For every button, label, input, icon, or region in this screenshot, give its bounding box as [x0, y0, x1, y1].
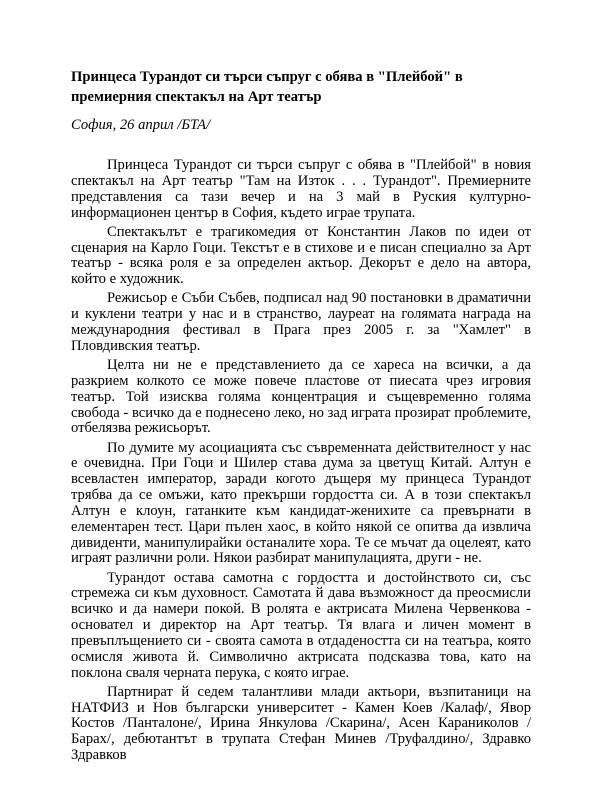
article-title: Принцеса Турандот си търси съпруг с обява в "Плейбой" в премиерния спектакъл на Арт театър: [71, 69, 463, 105]
article-paragraph: Турандот остава самотна с гордостта и достойнството си, със стремежа си към духовност. Самотата й дава възможност да преосмисли всичко и да намери покой. В ролята е актрисата Милена Червенкова - основател и директор на Арт театър. Тя влага и личен момент в превъплъщението си - своята самота в отдадеността си на театъра, която осмисля живота й. Символично актрисата подсказва това, като на поклона сваля черната перука, с която играе.: [71, 569, 531, 681]
article-paragraph: Принцеса Турандот си търси съпруг с обява в "Плейбой" в новия спектакъл на Арт театър "Там на Изток . . . Турандот". Премиерните представления са тази вечер и на 3 май в Руския културно-информационен център в София, където играе трупата.: [71, 157, 531, 221]
article-paragraph: Целта ни не е представлението да се хареса на всички, а да разкрием колкото се може повече пластове от пиесата чрез игровия театър. Той изисква голяма концентрация и същевременно голяма свобода - всичко да е поднесено леко, но зад играта прозират проблемите, отбелязва режисьорът.: [71, 357, 531, 437]
article-paragraph: Спектакълът е трагикомедия от Константин Лаков по идеи от сценария на Карло Гоци. Текстът е в стихове и е писан специално за Арт театър - всяка роля е за определен актьор. Декорът е дело на автора, който е художник.: [71, 223, 531, 288]
article-dateline: София, 26 април /БТА/: [71, 117, 211, 133]
article-body: [71, 158, 531, 764]
article-paragraph: Партнират й седем талантливи млади актьори, възпитаници на НАТФИЗ и Нов български университет - Камен Коев /Калаф/, Явор Костов /Панталоне/, Ирина Янкулова /Скарина/, Асен Караниколов /Барах/, дебютантът в трупата Стефан Минев /Труфалдино/, Здравко Здравков: [71, 683, 531, 764]
article-paragraph: По думите му асоциацията със съвременната действителност у нас е очевидна. При Гоци и Шилер става дума за цветущ Китай. Алтун е всевластен император, заради когото дъщеря му принцеса Турандот трябва да се омъжи, като прекърши гордостта си. А в този спектакъл Алтун е клоун, гатанките към кандидат-женихите са превърнати в елементарен тест. Цари пълен хаос, в който някой се опитва да извлича дивиденти, манипулирайки останалите хора. Те се мъчат да оцелеят, като играят различни роли. Някои разбират манипулацията, други - не.: [71, 439, 531, 567]
article-paragraph: Режисьор е Съби Събев, подписал над 90 постановки в драматични и куклени театри у нас и в странство, лауреат на голямата награда на международния фестивал в Прага през 2005 г. за "Хамлет" в Пловдивския театър.: [71, 290, 531, 354]
